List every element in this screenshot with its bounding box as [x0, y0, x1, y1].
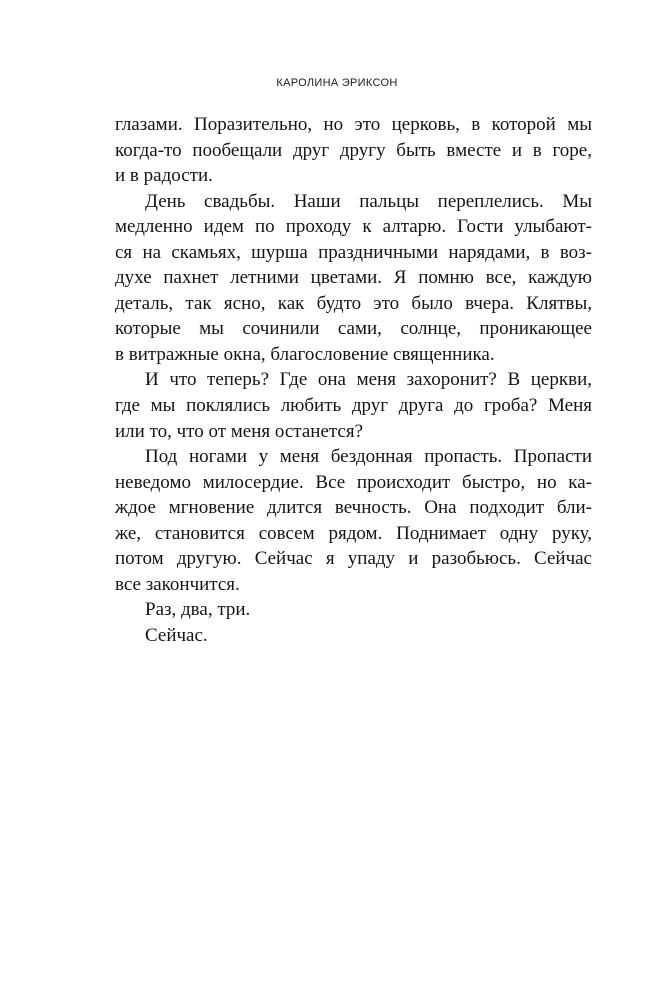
- text-line: День свадьбы. Наши пальцы переплелись. Мы: [145, 190, 592, 212]
- text-line: Под ногами у меня бездонная пропасть. Пропасти: [145, 446, 592, 468]
- text-line: или то, что от меня останется?: [115, 420, 364, 442]
- running-header: КАРОЛИНА ЭРИКСОН: [276, 77, 398, 89]
- text-line: медленно идем по проходу к алтарю. Гости улыбают-: [115, 216, 592, 238]
- body-text: [115, 112, 592, 648]
- text-line: И что теперь? Где она меня захоронит? В церкви,: [145, 369, 592, 391]
- text-line: Раз, два, три.: [145, 599, 251, 621]
- text-line: где мы поклялись любить друг друга до гроба? Меня: [115, 395, 592, 417]
- text-line: которые мы сочинили сами, солнце, проникающее: [115, 318, 592, 340]
- text-line: потом другую. Сейчас я упаду и разобьюсь. Сейчас: [115, 548, 592, 570]
- text-line: же, становится совсем рядом. Поднимает одну руку,: [115, 522, 592, 544]
- text-line: ся на скамьях, шурша праздничными нарядами, в воз-: [115, 241, 592, 263]
- text-line: духе пахнет летними цветами. Я помню все, каждую: [115, 267, 592, 289]
- text-line: все закончится.: [115, 573, 240, 595]
- text-line: ждое мгновение длится вечность. Она подходит бли-: [115, 497, 592, 519]
- text-line: неведомо милосердие. Все происходит быстро, но ка-: [115, 471, 592, 493]
- text-line: Сейчас.: [145, 624, 208, 646]
- text-line: в витражные окна, благословение священника.: [115, 343, 495, 365]
- text-line: глазами. Поразительно, но это церковь, в которой мы: [115, 114, 592, 135]
- text-line: и в радости.: [115, 165, 213, 187]
- text-line: деталь, так ясно, как будто это было вчера. Клятвы,: [115, 292, 592, 314]
- text-line: когда-то пообещали друг другу быть вместе и в горе,: [115, 139, 592, 161]
